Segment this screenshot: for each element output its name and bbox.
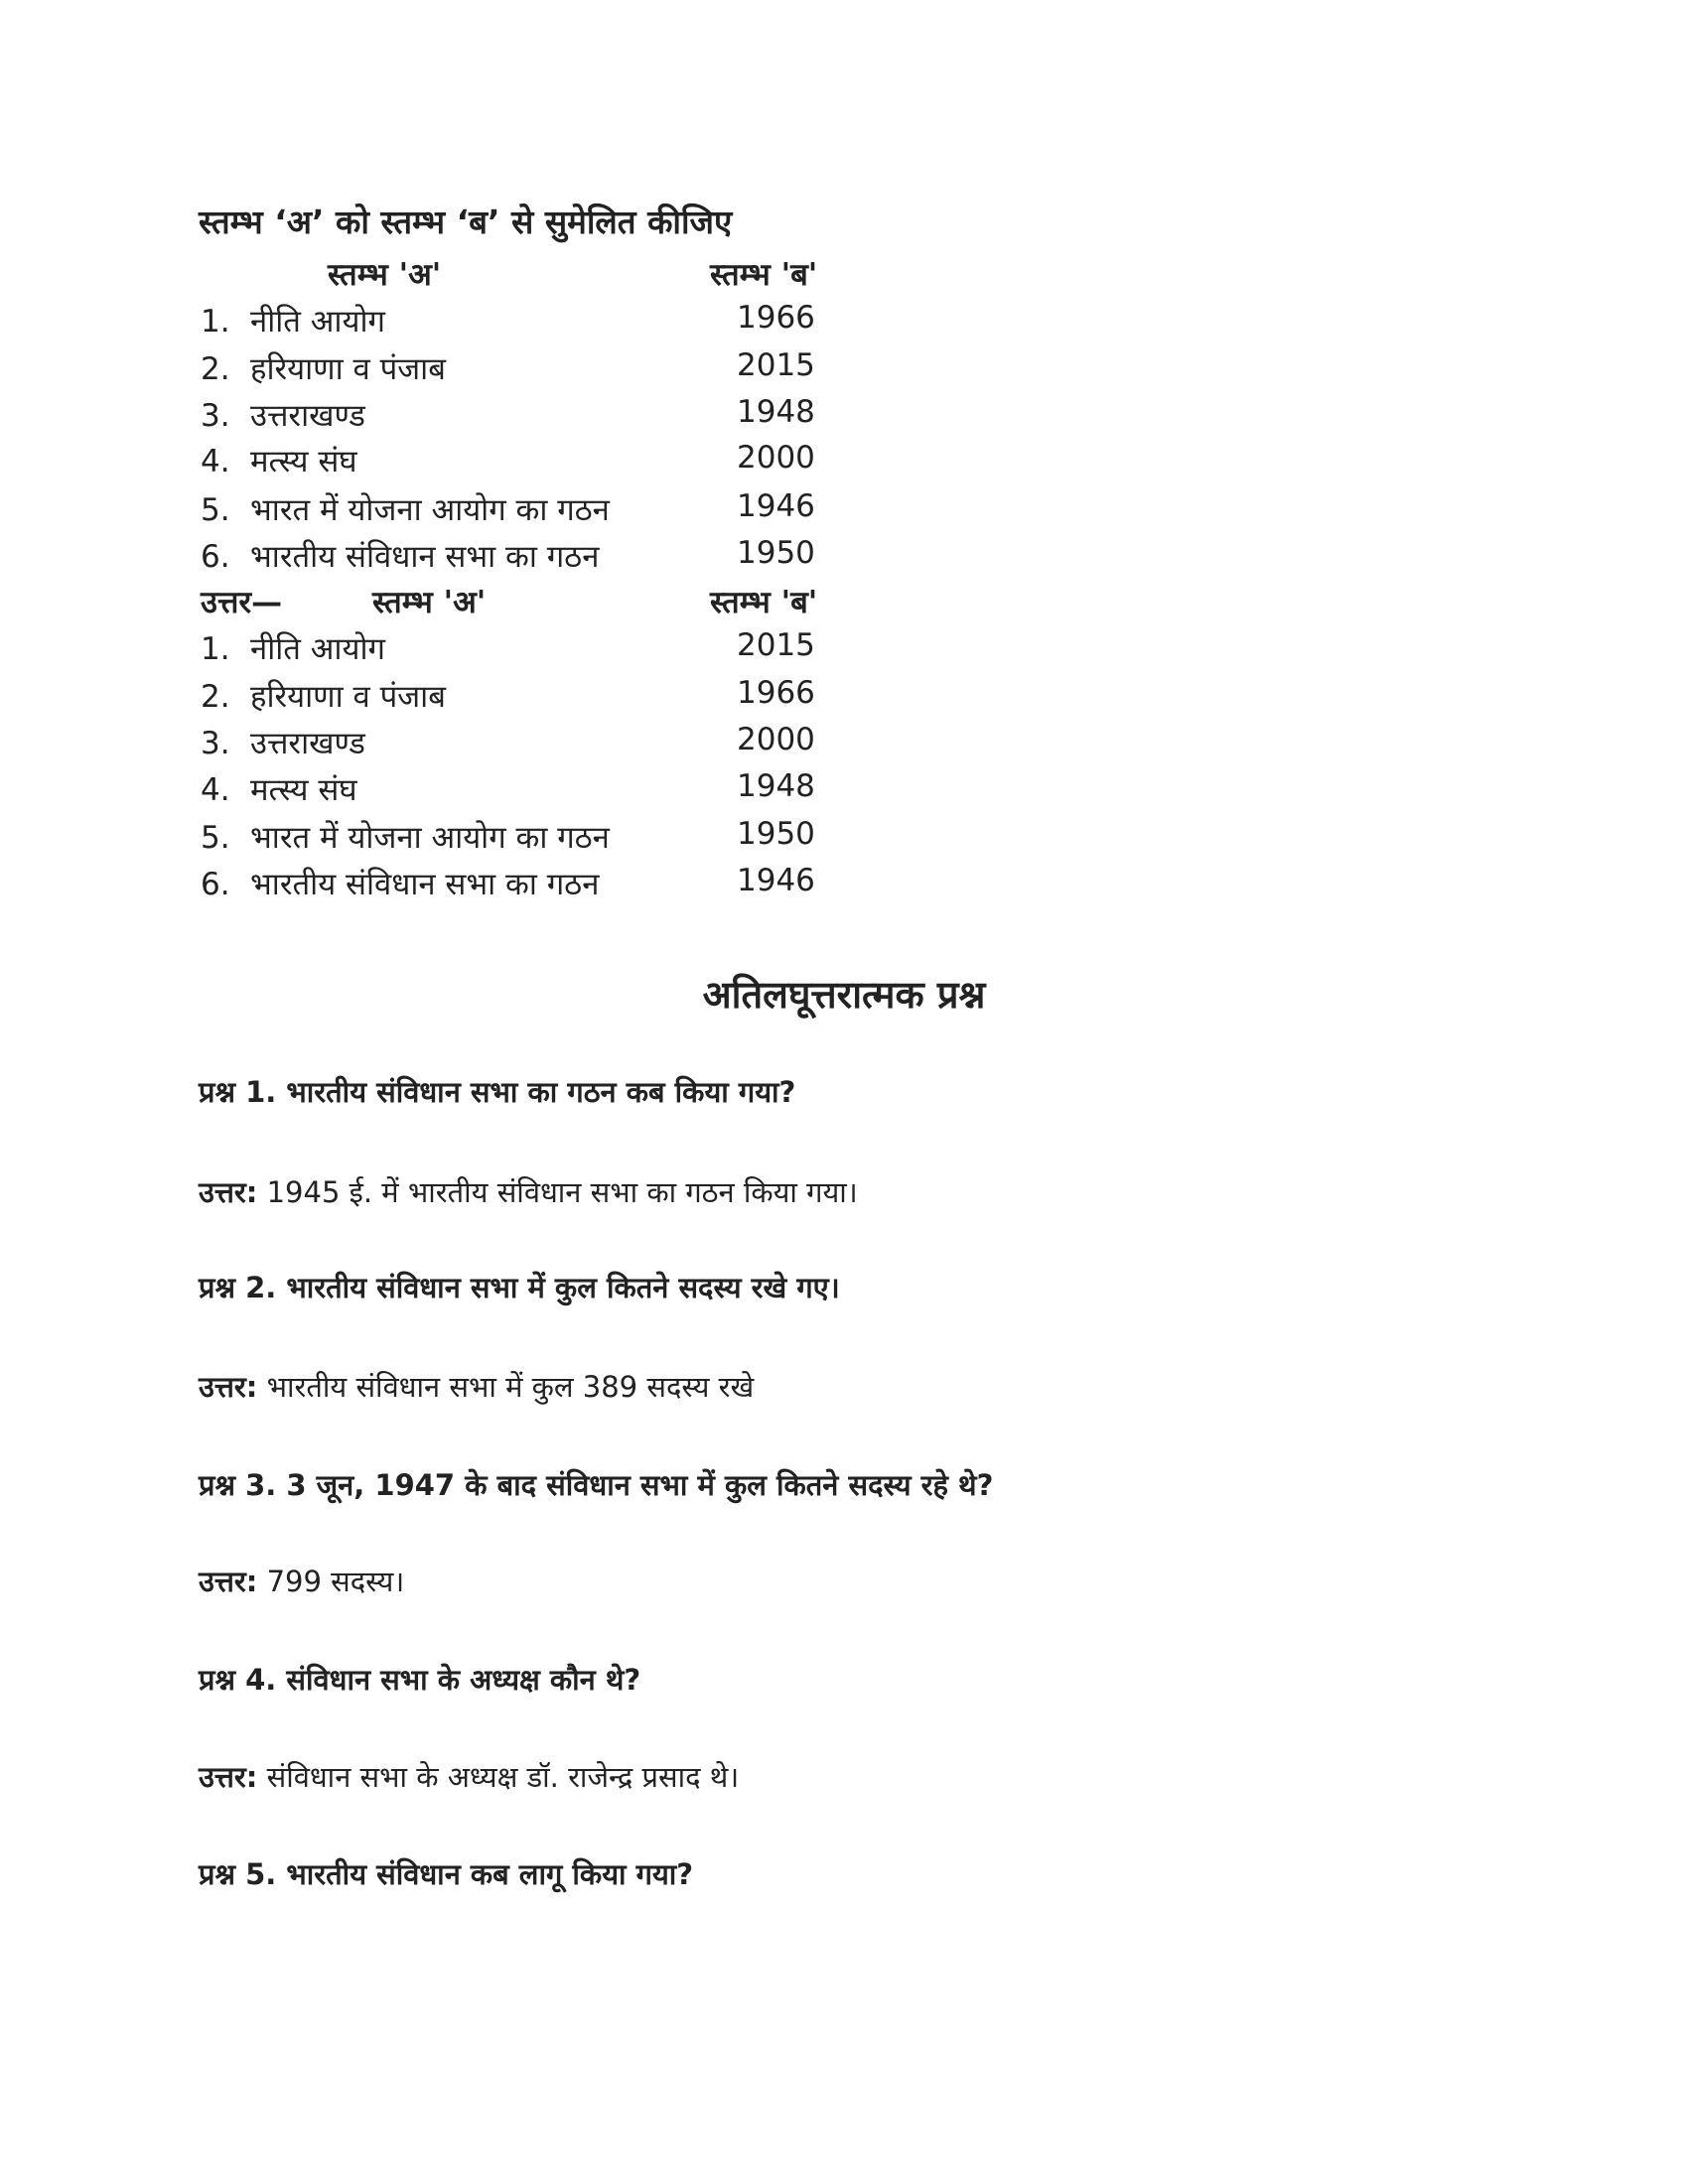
table-row: 2. हरियाणा व पंजाब xyxy=(201,351,446,387)
year-cell: 1946 xyxy=(737,863,815,898)
year-cell: 2015 xyxy=(737,627,815,663)
table-row: 2. हरियाणा व पंजाब xyxy=(201,679,446,715)
table-row: 3. उत्तराखण्ड xyxy=(201,726,365,761)
answer-3: उत्तर: 799 सदस्य। xyxy=(199,1565,405,1598)
table-row: 1. नीति आयोग xyxy=(201,631,385,667)
year-cell: 1946 xyxy=(737,488,815,524)
table-row: 5. भारत में योजना आयोग का गठन xyxy=(201,492,610,528)
question-4: प्रश्न 4. संविधान सभा के अध्यक्ष कौन थे? xyxy=(199,1663,641,1697)
section-heading: अतिलघूत्तरात्मक प्रश्न xyxy=(702,973,986,1017)
year-cell: 2000 xyxy=(737,722,815,757)
question-1: प्रश्न 1. भारतीय संविधान सभा का गठन कब किया गया? xyxy=(199,1075,796,1109)
year-cell: 2000 xyxy=(737,440,815,476)
year-cell: 2015 xyxy=(737,347,815,383)
col-a-header: स्तम्भ 'अ' xyxy=(328,257,442,293)
match-title: स्तम्भ ‘अ’ को स्तम्भ ‘ब’ से सुमेलित कीजिए xyxy=(199,203,733,241)
year-cell: 1948 xyxy=(737,394,815,430)
table-row: 3. उत्तराखण्ड xyxy=(201,398,365,434)
table-row: 1. नीति आयोग xyxy=(201,304,385,340)
col-b-header: स्तम्भ 'ब' xyxy=(710,257,818,293)
table-row: 4. मत्स्य संघ xyxy=(201,772,357,808)
answer-1: उत्तर: 1945 ई. में भारतीय संविधान सभा का गठन किया गया। xyxy=(199,1175,858,1209)
col-b-header: स्तम्भ 'ब' xyxy=(710,585,818,620)
year-cell: 1948 xyxy=(737,768,815,804)
question-3: प्रश्न 3. 3 जून, 1947 के बाद संविधान सभा में कुल कितने सदस्य रहे थे? xyxy=(199,1468,994,1502)
question-2: प्रश्न 2. भारतीय संविधान सभा में कुल कितने सदस्य रखे गए। xyxy=(199,1271,840,1304)
year-cell: 1950 xyxy=(737,535,815,571)
answer-2: उत्तर: भारतीय संविधान सभा में कुल 389 सदस्य रखे xyxy=(199,1370,755,1404)
year-cell: 1950 xyxy=(737,816,815,852)
year-cell: 1966 xyxy=(737,300,815,336)
question-5: प्रश्न 5. भारतीय संविधान कब लागू किया गया? xyxy=(199,1857,694,1891)
answer-4: उत्तर: संविधान सभा के अध्यक्ष डॉ. राजेन्द्र प्रसाद थे। xyxy=(199,1760,740,1794)
table-row: 4. मत्स्य संघ xyxy=(201,444,357,479)
table-row: 6. भारतीय संविधान सभा का गठन xyxy=(201,539,600,575)
table-row: 5. भारत में योजना आयोग का गठन xyxy=(201,820,610,856)
col-a-header: स्तम्भ 'अ' xyxy=(372,585,487,620)
table-row: 6. भारतीय संविधान सभा का गठन xyxy=(201,867,600,902)
answer-label: उत्तर— xyxy=(201,585,283,620)
year-cell: 1966 xyxy=(737,675,815,711)
